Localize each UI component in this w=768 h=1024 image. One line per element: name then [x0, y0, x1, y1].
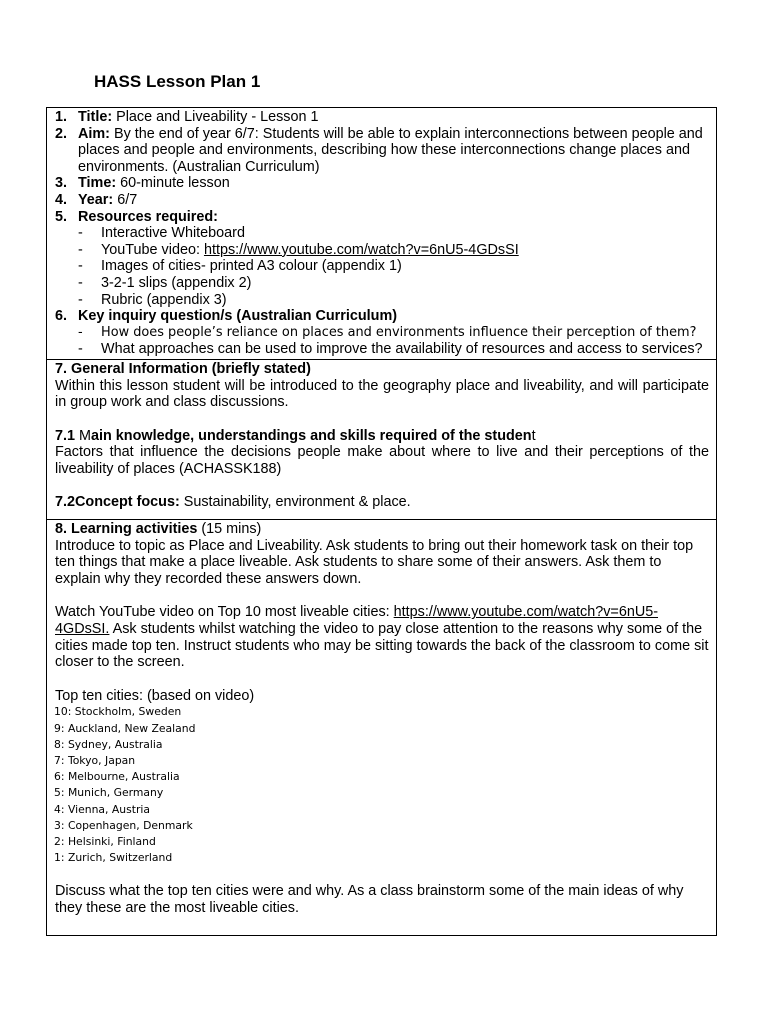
aim-value: By the end of year 6/7: Students will be able to explain interconnections between people and places and people and environments, describing how these interconnections change places and environments. (Australian Curriculum) — [78, 125, 703, 175]
learning-duration: (15 mins) — [197, 521, 262, 538]
inquiry-question: - How does people’s reliance on places and environments influence their perception of them? — [78, 325, 709, 342]
resource-item: - Rubric (appendix 3) — [78, 292, 709, 309]
concept-focus — [55, 494, 709, 511]
knowledge-heading-text: ain knowledge, understandings and skills required of the studen — [91, 427, 532, 444]
learning-row — [47, 520, 717, 936]
overview-row — [47, 108, 717, 360]
title-label: Title: — [78, 109, 113, 125]
resources-list — [78, 225, 709, 308]
spacer — [55, 411, 709, 428]
cities-list — [54, 704, 709, 866]
general-text: Within this lesson student will be introduced to the geography place and liveability, and will participate in group work and class discussions. — [55, 377, 709, 411]
city-item: 10: Stockholm, Sweden — [54, 705, 182, 719]
resources-item — [55, 209, 709, 309]
resource-item: - 3-2-1 slips (appendix 2) — [78, 275, 709, 292]
discuss-text: Discuss what the top ten cities were and why. As a class brainstorm some of the main ideas of why they these are the most liveable cities. — [55, 883, 684, 917]
city-item: 1: Zurich, Switzerland — [54, 851, 173, 865]
city-item: 8: Sydney, Australia — [54, 737, 163, 751]
city-item: 6: Melbourne, Australia — [54, 770, 180, 784]
title-value: Place and Liveability - Lesson 1 — [112, 109, 319, 125]
city-item: 5: Munich, Germany — [54, 786, 164, 800]
time-item — [55, 175, 709, 192]
general-row — [47, 359, 717, 519]
knowledge-text: Factors that influence the decisions people make about where to live and their perceptions of the liveability of places (ACHASSK188) — [55, 444, 709, 477]
spacer — [55, 587, 709, 604]
cities-heading: Top ten cities: (based on video) — [55, 687, 255, 704]
overview-list — [55, 109, 709, 358]
city-item: 9: Auckland, New Zealand — [54, 721, 196, 735]
item-number: 6. — [55, 308, 68, 325]
resources-label: Resources required: — [78, 208, 218, 225]
watch-text-end: Ask students whilst watching the video to pay close attention to the reasons why some of the cities made top ten. Instruct students who may be sitting towards the back of the classroom to come sit closer to the screen. — [55, 621, 709, 671]
general-heading-text: 7. General Information (briefly stated) — [55, 360, 311, 377]
item-number: 5. — [55, 208, 68, 225]
item-number: 3. — [55, 175, 68, 192]
spacer — [55, 671, 709, 688]
watch-paragraph — [55, 604, 709, 670]
inquiry-label: Key inquiry question/s (Australian Curriculum) — [78, 308, 398, 325]
time-label: Time: — [78, 175, 117, 192]
time-value: 60-minute lesson — [116, 175, 230, 192]
general-cell — [47, 359, 717, 519]
aim-item — [55, 126, 709, 176]
concept-label: Concept focus: — [75, 494, 180, 511]
city-item: 3: Copenhagen, Denmark — [54, 818, 193, 832]
general-heading — [55, 361, 709, 378]
resource-item — [78, 242, 709, 259]
knowledge-heading-initial: M — [79, 427, 92, 444]
city-item: 7: Tokyo, Japan — [54, 754, 136, 768]
year-item — [55, 192, 709, 209]
concept-number: 7.2 — [55, 494, 76, 511]
aim-label: Aim: — [78, 125, 110, 142]
knowledge-heading — [55, 428, 709, 445]
lesson-plan-table — [46, 107, 717, 936]
learning-heading-text: 8. Learning activities — [55, 521, 198, 538]
city-item: 4: Vienna, Austria — [54, 802, 151, 816]
learning-heading — [55, 521, 709, 538]
city-item: 2: Helsinki, Finland — [54, 835, 156, 849]
spacer — [55, 866, 709, 883]
overview-cell — [47, 108, 717, 360]
concept-value: Sustainability, environment & place. — [179, 494, 411, 511]
year-value: 6/7 — [113, 191, 138, 208]
resource-video-label: YouTube video: — [101, 241, 204, 258]
youtube-link[interactable]: https://www.youtube.com/watch?v=6nU5-4GDsSI. — [55, 604, 659, 638]
inquiry-item — [55, 308, 709, 358]
learning-intro: Introduce to topic as Place and Liveability. Ask students to bring out their homework task on their top ten things that make a place liveable. Ask students to share some of their answers. Ask them to explain why they recorded these answers down. — [55, 537, 694, 587]
item-number: 1. — [55, 109, 68, 125]
spacer — [55, 477, 709, 494]
page-title: HASS Lesson Plan 1 — [94, 72, 261, 91]
item-number: 4. — [55, 191, 68, 208]
watch-text-start: Watch YouTube video on Top 10 most liveable cities: — [55, 604, 394, 621]
resource-item: - Interactive Whiteboard — [78, 225, 709, 242]
knowledge-number: 7.1 — [55, 427, 76, 444]
inquiry-list — [78, 325, 709, 358]
resource-item: - Images of cities- printed A3 colour (appendix 1) — [78, 258, 709, 275]
inquiry-question: - What approaches can be used to improve the availability of resources and access to services? — [78, 341, 709, 358]
youtube-link[interactable]: https://www.youtube.com/watch?v=6nU5-4GDsSI — [203, 241, 519, 258]
knowledge-heading-final: t — [531, 427, 536, 444]
item-number: 2. — [55, 125, 68, 142]
title-item — [55, 109, 709, 126]
learning-cell — [47, 520, 717, 936]
year-label: Year: — [78, 191, 114, 208]
